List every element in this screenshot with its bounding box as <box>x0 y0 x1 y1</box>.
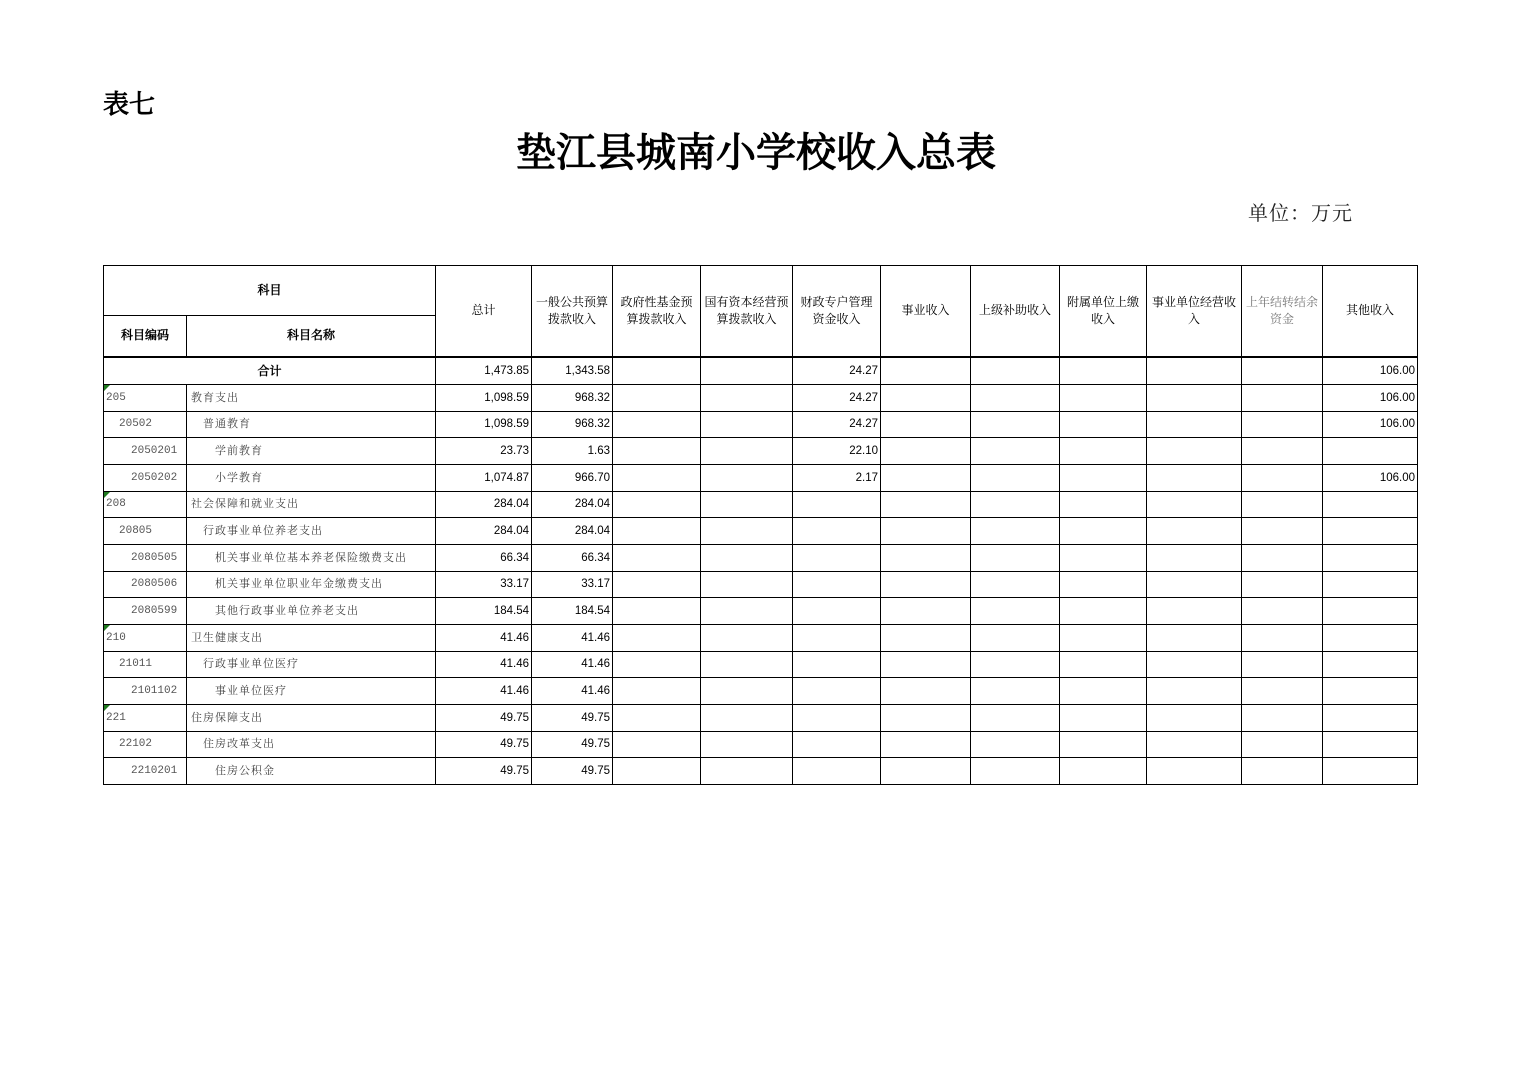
gov-fund-cell <box>613 491 701 518</box>
fiscal-account-cell <box>793 491 881 518</box>
total-cell: 23.73 <box>436 438 532 465</box>
total-cell: 1,098.59 <box>436 385 532 412</box>
table-row <box>104 731 1418 758</box>
fiscal-account-cell <box>793 758 881 785</box>
total-gov-fund-cell <box>613 357 701 385</box>
header-subject-name: 科目名称 <box>187 316 436 357</box>
business-operation-cell <box>1147 678 1242 705</box>
other-income-cell <box>1323 544 1418 571</box>
business-operation-cell <box>1147 385 1242 412</box>
carryover-cell <box>1242 491 1323 518</box>
total-cell: 1,074.87 <box>436 464 532 491</box>
table-row <box>104 518 1418 545</box>
subsidiary-remit-cell <box>1060 385 1147 412</box>
text-number-indicator-icon <box>104 385 110 391</box>
total-superior-subsidy-cell <box>971 357 1060 385</box>
table-row <box>104 678 1418 705</box>
subject-code-cell <box>104 464 187 491</box>
carryover-cell <box>1242 544 1323 571</box>
subject-name: 学前教育 <box>187 438 436 465</box>
general-budget-cell: 184.54 <box>532 598 613 625</box>
state-capital-cell <box>701 651 793 678</box>
subsidiary-remit-cell <box>1060 731 1147 758</box>
superior-subsidy-cell <box>971 438 1060 465</box>
subject-code-cell <box>104 438 187 465</box>
business-operation-cell <box>1147 598 1242 625</box>
state-capital-cell <box>701 385 793 412</box>
state-capital-cell <box>701 464 793 491</box>
text-number-indicator-icon <box>104 492 110 498</box>
subject-code: 2210201 <box>131 765 178 778</box>
text-number-indicator-icon <box>104 625 110 631</box>
table-number: 表七 <box>103 89 156 119</box>
table-header <box>104 266 1418 357</box>
subsidiary-remit-cell <box>1060 571 1147 598</box>
subsidiary-remit-cell <box>1060 651 1147 678</box>
superior-subsidy-cell <box>971 464 1060 491</box>
total-state-capital-cell <box>701 357 793 385</box>
header-business-income: 事业收入 <box>881 266 971 357</box>
general-budget-cell: 284.04 <box>532 491 613 518</box>
business-operation-cell <box>1147 758 1242 785</box>
header-general-budget: 一般公共预算拨款收入 <box>532 266 613 357</box>
subject-name: 行政事业单位医疗 <box>187 651 436 678</box>
subject-code-cell <box>104 704 187 731</box>
header-superior-subsidy: 上级补助收入 <box>971 266 1060 357</box>
business-operation-cell <box>1147 464 1242 491</box>
business-income-cell <box>881 598 971 625</box>
state-capital-cell <box>701 411 793 438</box>
subsidiary-remit-cell <box>1060 758 1147 785</box>
table-body <box>104 357 1418 785</box>
business-operation-cell <box>1147 544 1242 571</box>
subject-code-cell <box>104 571 187 598</box>
subject-code-cell <box>104 491 187 518</box>
subsidiary-remit-cell <box>1060 598 1147 625</box>
business-operation-cell <box>1147 411 1242 438</box>
business-income-cell <box>881 464 971 491</box>
superior-subsidy-cell <box>971 385 1060 412</box>
business-income-cell <box>881 571 971 598</box>
total-cell: 284.04 <box>436 491 532 518</box>
header-other-income: 其他收入 <box>1323 266 1418 357</box>
fiscal-account-cell: 24.27 <box>793 385 881 412</box>
total-cell: 49.75 <box>436 758 532 785</box>
business-income-cell <box>881 704 971 731</box>
business-income-cell <box>881 624 971 651</box>
business-income-cell <box>881 385 971 412</box>
table-row <box>104 438 1418 465</box>
subsidiary-remit-cell <box>1060 544 1147 571</box>
business-income-cell <box>881 758 971 785</box>
carryover-cell <box>1242 385 1323 412</box>
table-row <box>104 544 1418 571</box>
general-budget-cell: 49.75 <box>532 704 613 731</box>
general-budget-cell: 968.32 <box>532 411 613 438</box>
table-row <box>104 758 1418 785</box>
subject-code: 221 <box>106 711 126 724</box>
business-income-cell <box>881 731 971 758</box>
table-row <box>104 598 1418 625</box>
subject-name: 住房改革支出 <box>187 731 436 758</box>
subject-code: 20502 <box>119 418 153 431</box>
subject-code-cell <box>104 624 187 651</box>
general-budget-cell: 968.32 <box>532 385 613 412</box>
table-row <box>104 624 1418 651</box>
subject-code: 208 <box>106 498 126 511</box>
gov-fund-cell <box>613 464 701 491</box>
header-gov-fund: 政府性基金预算拨款收入 <box>613 266 701 357</box>
header-total: 总计 <box>436 266 532 357</box>
general-budget-cell: 966.70 <box>532 464 613 491</box>
state-capital-cell <box>701 704 793 731</box>
subject-code-cell <box>104 544 187 571</box>
superior-subsidy-cell <box>971 491 1060 518</box>
state-capital-cell <box>701 518 793 545</box>
subject-name: 教育支出 <box>187 385 436 412</box>
fiscal-account-cell: 2.17 <box>793 464 881 491</box>
fiscal-account-cell <box>793 704 881 731</box>
subject-name: 普通教育 <box>187 411 436 438</box>
subject-name: 社会保障和就业支出 <box>187 491 436 518</box>
carryover-cell <box>1242 571 1323 598</box>
general-budget-cell: 1.63 <box>532 438 613 465</box>
business-income-cell <box>881 491 971 518</box>
state-capital-cell <box>701 731 793 758</box>
subject-code: 20805 <box>119 525 153 538</box>
other-income-cell <box>1323 678 1418 705</box>
subject-name: 其他行政事业单位养老支出 <box>187 598 436 625</box>
carryover-cell <box>1242 411 1323 438</box>
general-budget-cell: 41.46 <box>532 678 613 705</box>
carryover-cell <box>1242 758 1323 785</box>
carryover-cell <box>1242 598 1323 625</box>
fiscal-account-cell <box>793 518 881 545</box>
superior-subsidy-cell <box>971 678 1060 705</box>
header-subject: 科目 <box>104 266 436 316</box>
other-income-cell <box>1323 651 1418 678</box>
business-income-cell <box>881 678 971 705</box>
other-income-cell: 106.00 <box>1323 464 1418 491</box>
superior-subsidy-cell <box>971 518 1060 545</box>
fiscal-account-cell <box>793 651 881 678</box>
state-capital-cell <box>701 678 793 705</box>
total-cell: 33.17 <box>436 571 532 598</box>
other-income-cell <box>1323 598 1418 625</box>
table-row <box>104 651 1418 678</box>
gov-fund-cell <box>613 678 701 705</box>
general-budget-cell: 41.46 <box>532 651 613 678</box>
subject-name: 行政事业单位养老支出 <box>187 518 436 545</box>
superior-subsidy-cell <box>971 598 1060 625</box>
business-operation-cell <box>1147 491 1242 518</box>
subject-code: 2101102 <box>131 685 178 698</box>
header-row-1 <box>104 266 1418 316</box>
subsidiary-remit-cell <box>1060 624 1147 651</box>
business-income-cell <box>881 518 971 545</box>
subsidiary-remit-cell <box>1060 491 1147 518</box>
header-subsidiary-remit: 附属单位上缴收入 <box>1060 266 1147 357</box>
state-capital-cell <box>701 438 793 465</box>
superior-subsidy-cell <box>971 544 1060 571</box>
business-operation-cell <box>1147 571 1242 598</box>
state-capital-cell <box>701 544 793 571</box>
other-income-cell: 106.00 <box>1323 411 1418 438</box>
subsidiary-remit-cell <box>1060 464 1147 491</box>
carryover-cell <box>1242 624 1323 651</box>
total-business-income-cell <box>881 357 971 385</box>
subject-name: 住房保障支出 <box>187 704 436 731</box>
subject-name: 事业单位医疗 <box>187 678 436 705</box>
subsidiary-remit-cell <box>1060 411 1147 438</box>
business-operation-cell <box>1147 704 1242 731</box>
unit-label: 单位：万元 <box>1248 201 1353 225</box>
carryover-cell <box>1242 651 1323 678</box>
total-cell: 1,098.59 <box>436 411 532 438</box>
other-income-cell <box>1323 624 1418 651</box>
subject-code: 2050202 <box>131 471 178 484</box>
fiscal-account-cell <box>793 624 881 651</box>
gov-fund-cell <box>613 571 701 598</box>
state-capital-cell <box>701 758 793 785</box>
state-capital-cell <box>701 571 793 598</box>
subject-code-cell <box>104 731 187 758</box>
state-capital-cell <box>701 598 793 625</box>
total-other-income-cell: 106.00 <box>1323 357 1418 385</box>
business-operation-cell <box>1147 731 1242 758</box>
subject-code-cell <box>104 518 187 545</box>
income-summary-table <box>103 265 1418 785</box>
subject-code: 22102 <box>119 738 153 751</box>
superior-subsidy-cell <box>971 731 1060 758</box>
carryover-cell <box>1242 518 1323 545</box>
fiscal-account-cell <box>793 678 881 705</box>
gov-fund-cell <box>613 438 701 465</box>
fiscal-account-cell <box>793 731 881 758</box>
other-income-cell <box>1323 731 1418 758</box>
subject-name: 机关事业单位职业年金缴费支出 <box>187 571 436 598</box>
total-business-operation-cell <box>1147 357 1242 385</box>
business-income-cell <box>881 438 971 465</box>
gov-fund-cell <box>613 544 701 571</box>
superior-subsidy-cell <box>971 651 1060 678</box>
subject-name: 小学教育 <box>187 464 436 491</box>
total-cell: 41.46 <box>436 651 532 678</box>
general-budget-cell: 41.46 <box>532 624 613 651</box>
subject-code-cell <box>104 385 187 412</box>
business-income-cell <box>881 544 971 571</box>
total-cell: 49.75 <box>436 704 532 731</box>
gov-fund-cell <box>613 518 701 545</box>
subject-code: 2080599 <box>131 605 178 618</box>
gov-fund-cell <box>613 411 701 438</box>
general-budget-cell: 49.75 <box>532 758 613 785</box>
carryover-cell <box>1242 731 1323 758</box>
state-capital-cell <box>701 624 793 651</box>
subsidiary-remit-cell <box>1060 704 1147 731</box>
other-income-cell <box>1323 518 1418 545</box>
subject-code-cell <box>104 598 187 625</box>
total-cell: 284.04 <box>436 518 532 545</box>
header-carryover: 上年结转结余资金 <box>1242 266 1323 357</box>
document-title: 垫江县城南小学校收入总表 <box>516 129 996 176</box>
gov-fund-cell <box>613 598 701 625</box>
total-fiscal-account-cell: 24.27 <box>793 357 881 385</box>
gov-fund-cell <box>613 704 701 731</box>
superior-subsidy-cell <box>971 758 1060 785</box>
general-budget-cell: 49.75 <box>532 731 613 758</box>
gov-fund-cell <box>613 385 701 412</box>
business-income-cell <box>881 411 971 438</box>
fiscal-account-cell: 24.27 <box>793 411 881 438</box>
gov-fund-cell <box>613 651 701 678</box>
other-income-cell <box>1323 758 1418 785</box>
total-cell: 66.34 <box>436 544 532 571</box>
subject-code-cell <box>104 651 187 678</box>
superior-subsidy-cell <box>971 411 1060 438</box>
subject-name: 卫生健康支出 <box>187 624 436 651</box>
carryover-cell <box>1242 678 1323 705</box>
business-operation-cell <box>1147 438 1242 465</box>
other-income-cell <box>1323 704 1418 731</box>
carryover-cell <box>1242 464 1323 491</box>
total-row <box>104 357 1418 385</box>
subject-code: 2050201 <box>131 445 178 458</box>
subject-code-cell <box>104 678 187 705</box>
subject-code: 2080505 <box>131 551 178 564</box>
business-operation-cell <box>1147 651 1242 678</box>
table-row <box>104 704 1418 731</box>
subsidiary-remit-cell <box>1060 678 1147 705</box>
header-state-capital: 国有资本经营预算拨款收入 <box>701 266 793 357</box>
superior-subsidy-cell <box>971 704 1060 731</box>
fiscal-account-cell <box>793 571 881 598</box>
text-number-indicator-icon <box>104 705 110 711</box>
state-capital-cell <box>701 491 793 518</box>
subsidiary-remit-cell <box>1060 518 1147 545</box>
total-label: 合计 <box>104 357 436 385</box>
header-subject-code: 科目编码 <box>104 316 187 357</box>
total-subsidiary-remit-cell <box>1060 357 1147 385</box>
fiscal-account-cell: 22.10 <box>793 438 881 465</box>
subject-code: 210 <box>106 631 126 644</box>
carryover-cell <box>1242 704 1323 731</box>
table-row <box>104 411 1418 438</box>
total-total-cell: 1,473.85 <box>436 357 532 385</box>
subject-code-cell <box>104 411 187 438</box>
total-general-budget-cell: 1,343.58 <box>532 357 613 385</box>
subject-name: 机关事业单位基本养老保险缴费支出 <box>187 544 436 571</box>
subject-code: 2080506 <box>131 578 178 591</box>
header-fiscal-account: 财政专户管理资金收入 <box>793 266 881 357</box>
subject-code: 205 <box>106 391 126 404</box>
fiscal-account-cell <box>793 544 881 571</box>
gov-fund-cell <box>613 624 701 651</box>
subject-code: 21011 <box>119 658 153 671</box>
total-cell: 41.46 <box>436 678 532 705</box>
other-income-cell <box>1323 491 1418 518</box>
general-budget-cell: 66.34 <box>532 544 613 571</box>
total-cell: 49.75 <box>436 731 532 758</box>
total-carryover-cell <box>1242 357 1323 385</box>
other-income-cell <box>1323 438 1418 465</box>
business-income-cell <box>881 651 971 678</box>
gov-fund-cell <box>613 758 701 785</box>
subsidiary-remit-cell <box>1060 438 1147 465</box>
general-budget-cell: 33.17 <box>532 571 613 598</box>
business-operation-cell <box>1147 518 1242 545</box>
business-operation-cell <box>1147 624 1242 651</box>
total-cell: 41.46 <box>436 624 532 651</box>
carryover-cell <box>1242 438 1323 465</box>
superior-subsidy-cell <box>971 624 1060 651</box>
table-row <box>104 491 1418 518</box>
gov-fund-cell <box>613 731 701 758</box>
general-budget-cell: 284.04 <box>532 518 613 545</box>
other-income-cell: 106.00 <box>1323 385 1418 412</box>
superior-subsidy-cell <box>971 571 1060 598</box>
subject-name: 住房公积金 <box>187 758 436 785</box>
subject-code-cell <box>104 758 187 785</box>
header-business-operation: 事业单位经营收入 <box>1147 266 1242 357</box>
table-row <box>104 464 1418 491</box>
table-row <box>104 385 1418 412</box>
other-income-cell <box>1323 571 1418 598</box>
table-row <box>104 571 1418 598</box>
total-cell: 184.54 <box>436 598 532 625</box>
fiscal-account-cell <box>793 598 881 625</box>
